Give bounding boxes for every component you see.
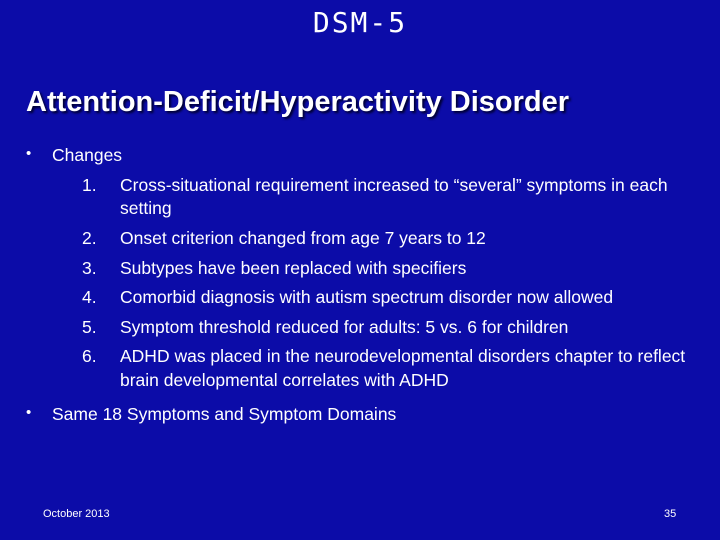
bullet-same-symptoms: [24, 403, 694, 427]
list-item-number: 4.: [82, 287, 97, 308]
list-item-number: 5.: [82, 316, 97, 337]
bullet-icon: •: [26, 403, 32, 421]
list-item-number: 2.: [82, 227, 97, 248]
list-item: [52, 316, 694, 340]
list-item: [52, 227, 694, 251]
bullet-label: Same 18 Symptoms and Symptom Domains: [52, 403, 397, 424]
page-number: 35: [664, 508, 677, 520]
slide-title: Attention-Deficit/Hyperactivity Disorder: [26, 86, 570, 118]
list-item-number: 3.: [82, 257, 97, 278]
bullet-label: Changes: [52, 145, 123, 165]
list-item-number: 6.: [82, 346, 97, 367]
list-item-text: Cross-situational requirement increased to “several” symptoms in each setting: [120, 174, 668, 219]
slide-content: [24, 144, 694, 436]
list-item-text: Symptom threshold reduced for adults: 5 vs. 6 for children: [120, 316, 569, 337]
footer-date: October 2013: [43, 508, 110, 520]
list-item: [52, 286, 694, 310]
dsm5-logo: DSM-5: [312, 6, 408, 39]
bullet-changes: [24, 144, 694, 393]
list-item-text: Subtypes have been replaced with specifiers: [120, 257, 467, 278]
list-item: [52, 257, 694, 281]
list-item: [52, 174, 694, 221]
list-item-number: 1.: [82, 174, 97, 195]
changes-list: [52, 174, 694, 393]
bullet-icon: •: [26, 145, 32, 162]
list-item: [52, 345, 694, 392]
list-item-text: ADHD was placed in the neurodevelopmental disorders chapter to reflect brain developmental correlates with ADHD: [120, 346, 686, 390]
list-item-text: Comorbid diagnosis with autism spectrum disorder now allowed: [120, 287, 614, 308]
list-item-text: Onset criterion changed from age 7 years to 12: [120, 227, 486, 248]
